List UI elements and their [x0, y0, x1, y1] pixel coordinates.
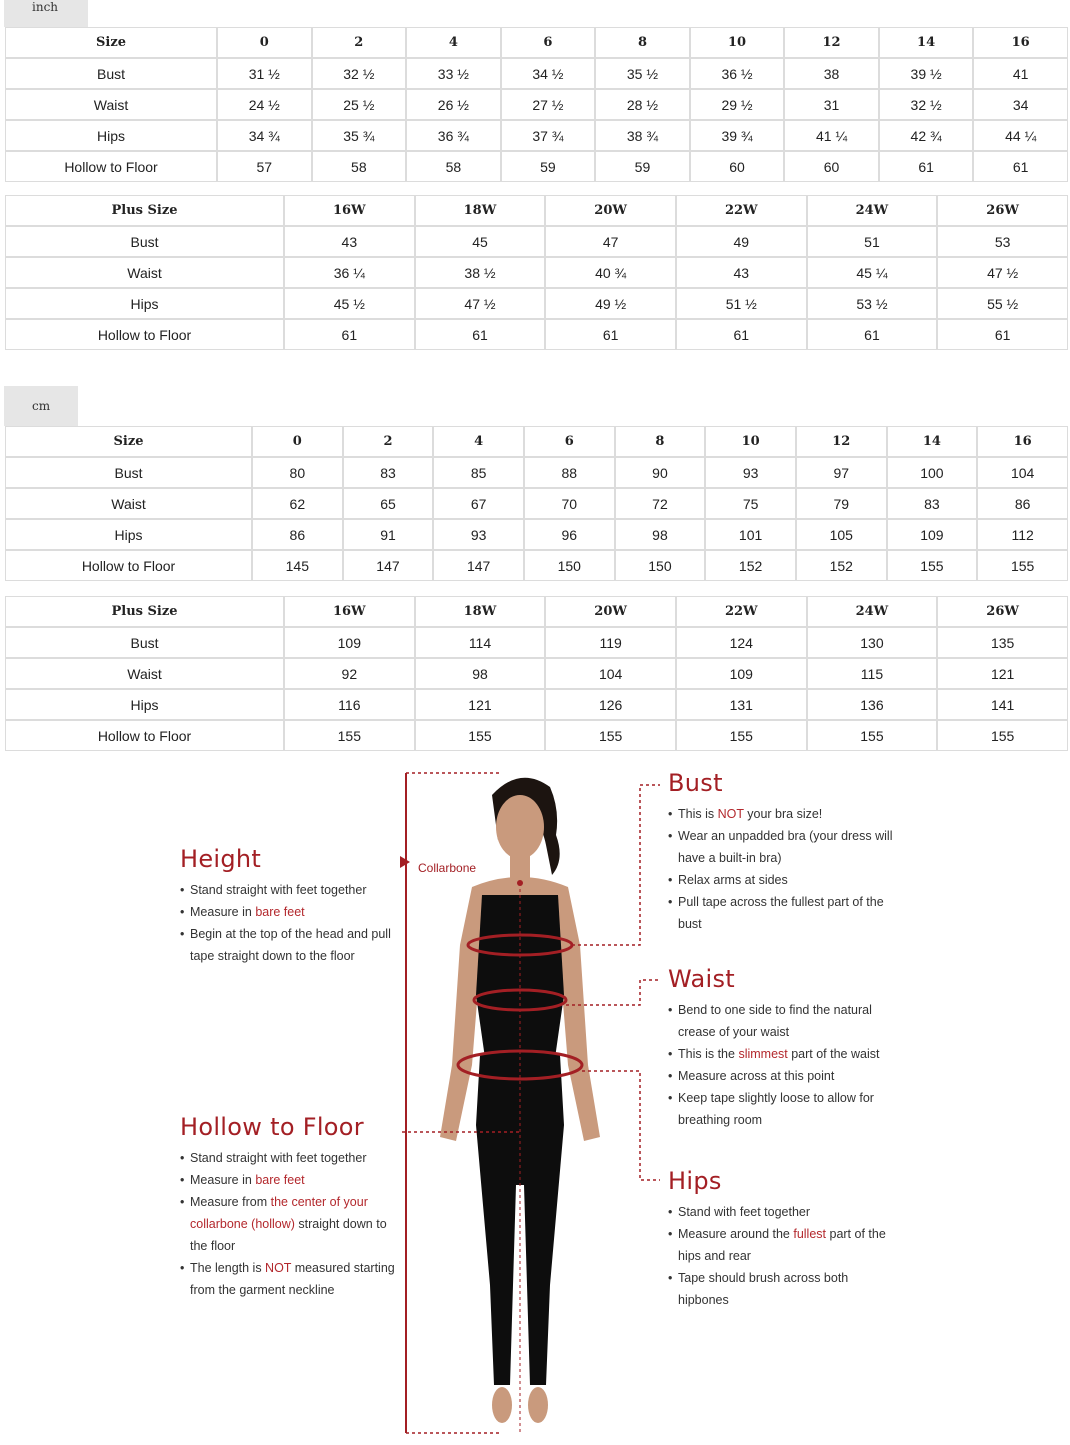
measurement-value: 100 — [888, 458, 977, 487]
waist-guide — [668, 965, 893, 1131]
bust-instructions — [668, 803, 893, 935]
table-row — [6, 721, 1067, 750]
instruction-item — [668, 1201, 893, 1223]
measurement-value: 119 — [546, 628, 675, 657]
measurement-value: 70 — [525, 489, 614, 518]
measurement-value: 43 — [285, 227, 414, 256]
measurement-value: 135 — [938, 628, 1067, 657]
instruction-text: The length is — [190, 1261, 266, 1275]
collarbone-label: Collarbone — [418, 861, 477, 875]
measurement-value: 49 ½ — [546, 289, 675, 318]
inch-unit-label: inch — [32, 0, 59, 14]
cm-standard-size-table — [4, 425, 1069, 582]
instruction-item — [180, 901, 395, 923]
size-header-cell: 24W — [808, 196, 937, 225]
instruction-item — [180, 879, 395, 901]
measurement-value: 155 — [888, 551, 977, 580]
measurement-label: Hollow to Floor — [6, 721, 283, 750]
table-header-row — [6, 28, 1067, 57]
row-label-header: Plus Size — [6, 597, 283, 626]
measurement-value: 75 — [706, 489, 795, 518]
measurement-value: 41 — [974, 59, 1067, 88]
measurement-value: 27 ½ — [502, 90, 595, 119]
measuring-guide — [0, 765, 1070, 1440]
measurement-value: 150 — [616, 551, 705, 580]
instruction-text: Bend to one side to find the natural crease of your waist — [678, 1003, 872, 1039]
measurement-value: 124 — [677, 628, 806, 657]
measurement-value: 61 — [285, 320, 414, 349]
instruction-item — [668, 1065, 893, 1087]
measurement-label: Hollow to Floor — [6, 152, 216, 181]
table-header-row — [6, 597, 1067, 626]
left-foot — [492, 1387, 512, 1423]
measurement-value: 147 — [344, 551, 433, 580]
measurement-value: 58 — [407, 152, 500, 181]
height-instructions — [180, 879, 395, 967]
measurement-label: Waist — [6, 258, 283, 287]
measurement-value: 55 ½ — [938, 289, 1067, 318]
measurement-value: 61 — [677, 320, 806, 349]
measurement-value: 155 — [285, 721, 414, 750]
table-row — [6, 520, 1067, 549]
size-header-cell: 22W — [677, 597, 806, 626]
right-foot — [528, 1387, 548, 1423]
emphasized-text: bare feet — [255, 905, 305, 919]
measurement-value: 45 — [416, 227, 545, 256]
instruction-item — [668, 825, 893, 869]
measurement-value: 97 — [797, 458, 886, 487]
measurement-value: 155 — [808, 721, 937, 750]
instruction-text: Tape should brush across both hipbones — [678, 1271, 849, 1307]
measurement-value: 26 ½ — [407, 90, 500, 119]
inch-standard-size-table — [4, 26, 1069, 183]
size-header-cell: 20W — [546, 196, 675, 225]
measurement-value: 85 — [434, 458, 523, 487]
instruction-item — [668, 1087, 893, 1131]
size-header-cell: 18W — [416, 196, 545, 225]
instruction-item — [180, 1191, 400, 1257]
measurement-value: 112 — [978, 520, 1067, 549]
row-label-header: Plus Size — [6, 196, 283, 225]
size-header-cell: 8 — [596, 28, 689, 57]
measurement-value: 61 — [880, 152, 973, 181]
measurement-label: Waist — [6, 90, 216, 119]
measurement-value: 53 ½ — [808, 289, 937, 318]
measurement-value: 145 — [253, 551, 342, 580]
measurement-value: 47 — [546, 227, 675, 256]
measurement-value: 34 ½ — [502, 59, 595, 88]
measurement-value: 152 — [797, 551, 886, 580]
emphasized-text: fullest — [793, 1227, 827, 1241]
hips-guide — [668, 1167, 893, 1311]
row-label-header: Size — [6, 28, 216, 57]
size-header-cell: 2 — [344, 427, 433, 456]
measurement-value: 115 — [808, 659, 937, 688]
measurement-value: 61 — [546, 320, 675, 349]
size-header-cell: 10 — [691, 28, 784, 57]
measurement-value: 109 — [677, 659, 806, 688]
table-row — [6, 659, 1067, 688]
table-row — [6, 121, 1067, 150]
measurement-value: 47 ½ — [416, 289, 545, 318]
instruction-text: Stand straight with feet together — [190, 1151, 367, 1165]
body-figure-illustration — [400, 765, 660, 1440]
instruction-text: This is — [678, 807, 718, 821]
measurement-value: 86 — [253, 520, 342, 549]
table-row — [6, 227, 1067, 256]
hollow-instructions — [180, 1147, 400, 1301]
measurement-value: 45 ½ — [285, 289, 414, 318]
measurement-label: Hips — [6, 520, 251, 549]
measurement-value: 121 — [938, 659, 1067, 688]
measurement-value: 36 ¾ — [407, 121, 500, 150]
measurement-label: Hips — [6, 289, 283, 318]
measurement-value: 105 — [797, 520, 886, 549]
measurement-value: 42 ¾ — [880, 121, 973, 150]
neck-shape — [510, 853, 530, 879]
measurement-value: 38 — [785, 59, 878, 88]
instruction-text: Stand straight with feet together — [190, 883, 367, 897]
table-row — [6, 90, 1067, 119]
instruction-text: straight down to the floor — [190, 1217, 387, 1253]
measurement-value: 98 — [416, 659, 545, 688]
measurement-label: Hips — [6, 690, 283, 719]
size-header-cell: 26W — [938, 597, 1067, 626]
measurement-value: 155 — [546, 721, 675, 750]
cm-unit-label: cm — [32, 399, 51, 413]
measurement-label: Waist — [6, 659, 283, 688]
measurement-value: 83 — [888, 489, 977, 518]
waist-instructions — [668, 999, 893, 1131]
measurement-value: 121 — [416, 690, 545, 719]
measurement-value: 65 — [344, 489, 433, 518]
measurement-value: 51 — [808, 227, 937, 256]
measurement-value: 126 — [546, 690, 675, 719]
table-row — [6, 489, 1067, 518]
instruction-text: Measure in — [190, 905, 256, 919]
size-header-cell: 14 — [880, 28, 973, 57]
measurement-value: 38 ½ — [416, 258, 545, 287]
measurement-label: Waist — [6, 489, 251, 518]
measurement-value: 92 — [285, 659, 414, 688]
measurement-value: 39 ½ — [880, 59, 973, 88]
measurement-value: 34 ¾ — [218, 121, 311, 150]
measurement-value: 49 — [677, 227, 806, 256]
measurement-label: Hips — [6, 121, 216, 150]
size-header-cell: 16W — [285, 196, 414, 225]
measurement-label: Bust — [6, 227, 283, 256]
instruction-text: This is the — [678, 1047, 739, 1061]
measurement-label: Hollow to Floor — [6, 320, 283, 349]
instruction-text: Measure across at this point — [678, 1069, 835, 1083]
measurement-value: 155 — [416, 721, 545, 750]
measurement-value: 155 — [978, 551, 1067, 580]
instruction-item — [180, 1257, 400, 1301]
cm-unit-tab — [4, 386, 78, 426]
measurement-value: 147 — [434, 551, 523, 580]
instruction-item — [668, 999, 893, 1043]
measurement-value: 59 — [502, 152, 595, 181]
instruction-text: Measure around the — [678, 1227, 794, 1241]
instruction-item — [180, 923, 395, 967]
size-header-cell: 4 — [434, 427, 523, 456]
size-header-cell: 16 — [978, 427, 1067, 456]
hollow-title: Hollow to Floor — [180, 1113, 364, 1141]
measurement-value: 51 ½ — [677, 289, 806, 318]
size-header-cell: 2 — [313, 28, 406, 57]
measurement-value: 79 — [797, 489, 886, 518]
emphasized-text: slimmest — [738, 1047, 788, 1061]
emphasized-text: bare feet — [255, 1173, 305, 1187]
measurement-value: 98 — [616, 520, 705, 549]
measurement-value: 62 — [253, 489, 342, 518]
bust-guide — [668, 769, 893, 935]
measurement-value: 24 ½ — [218, 90, 311, 119]
size-header-cell: 24W — [808, 597, 937, 626]
instruction-text: Begin at the top of the head and pull tape straight down to the floor — [190, 927, 391, 963]
measurement-label: Hollow to Floor — [6, 551, 251, 580]
measurement-value: 61 — [416, 320, 545, 349]
measurement-value: 61 — [974, 152, 1067, 181]
measurement-value: 36 ½ — [691, 59, 784, 88]
table-row — [6, 152, 1067, 181]
instruction-text: Keep tape slightly loose to allow for breathing room — [678, 1091, 874, 1127]
table-row — [6, 551, 1067, 580]
measurement-value: 93 — [706, 458, 795, 487]
size-header-cell: 26W — [938, 196, 1067, 225]
instruction-text: Wear an unpadded bra (your dress will have a built-in bra) — [678, 829, 893, 865]
size-header-cell: 18W — [416, 597, 545, 626]
measurement-value: 116 — [285, 690, 414, 719]
measurement-value: 40 ¾ — [546, 258, 675, 287]
measurement-value: 67 — [434, 489, 523, 518]
measurement-value: 136 — [808, 690, 937, 719]
measurement-value: 93 — [434, 520, 523, 549]
measurement-value: 131 — [677, 690, 806, 719]
measurement-value: 60 — [691, 152, 784, 181]
size-header-cell: 0 — [253, 427, 342, 456]
measurement-label: Bust — [6, 458, 251, 487]
instruction-item — [668, 891, 893, 935]
size-header-cell: 16 — [974, 28, 1067, 57]
table-row — [6, 458, 1067, 487]
measurement-value: 155 — [938, 721, 1067, 750]
size-header-cell: 14 — [888, 427, 977, 456]
measurement-value: 29 ½ — [691, 90, 784, 119]
hips-title: Hips — [668, 1167, 722, 1195]
measurement-value: 60 — [785, 152, 878, 181]
instruction-text: Stand with feet together — [678, 1205, 811, 1219]
measurement-value: 45 ¼ — [808, 258, 937, 287]
measurement-value: 37 ¾ — [502, 121, 595, 150]
instruction-text: measured starting from the garment neckline — [190, 1261, 395, 1297]
measurement-value: 86 — [978, 489, 1067, 518]
measurement-value: 104 — [978, 458, 1067, 487]
measurement-value: 61 — [808, 320, 937, 349]
row-label-header: Size — [6, 427, 251, 456]
measurement-value: 130 — [808, 628, 937, 657]
bust-title: Bust — [668, 769, 723, 797]
measurement-value: 35 ¾ — [313, 121, 406, 150]
measurement-value: 80 — [253, 458, 342, 487]
table-row — [6, 289, 1067, 318]
emphasized-text: the center of your collarbone (hollow) — [190, 1195, 368, 1231]
instruction-text: your bra size! — [743, 807, 823, 821]
instruction-item — [668, 1043, 893, 1065]
instruction-item — [668, 1267, 893, 1311]
hollow-guide — [180, 1113, 400, 1301]
measurement-value: 83 — [344, 458, 433, 487]
instruction-item — [668, 803, 893, 825]
measurement-value: 109 — [888, 520, 977, 549]
height-title: Height — [180, 845, 262, 873]
measurement-value: 32 ½ — [880, 90, 973, 119]
table-row — [6, 320, 1067, 349]
instruction-text: Pull tape across the fullest part of the bust — [678, 895, 884, 931]
measurement-value: 43 — [677, 258, 806, 287]
measurement-value: 33 ½ — [407, 59, 500, 88]
waist-title: Waist — [668, 965, 735, 993]
measurement-value: 32 ½ — [313, 59, 406, 88]
measurement-value: 72 — [616, 489, 705, 518]
measurement-value: 41 ¼ — [785, 121, 878, 150]
measurement-value: 101 — [706, 520, 795, 549]
instruction-text: Measure in — [190, 1173, 256, 1187]
measurement-value: 36 ¼ — [285, 258, 414, 287]
measurement-value: 150 — [525, 551, 614, 580]
cm-plus-size-table — [4, 595, 1069, 752]
measurement-value: 25 ½ — [313, 90, 406, 119]
measurement-value: 155 — [677, 721, 806, 750]
instruction-text: part of the hips and rear — [678, 1227, 886, 1263]
size-header-cell: 12 — [797, 427, 886, 456]
measurement-value: 59 — [596, 152, 689, 181]
instruction-item — [180, 1169, 400, 1191]
measurement-value: 39 ¾ — [691, 121, 784, 150]
table-row — [6, 690, 1067, 719]
measurement-value: 53 — [938, 227, 1067, 256]
instruction-text: Measure from — [190, 1195, 271, 1209]
measurement-value: 96 — [525, 520, 614, 549]
size-header-cell: 6 — [525, 427, 614, 456]
table-header-row — [6, 196, 1067, 225]
measurement-value: 38 ¾ — [596, 121, 689, 150]
measurement-value: 44 ¼ — [974, 121, 1067, 150]
measurement-value: 57 — [218, 152, 311, 181]
height-guide — [180, 845, 395, 967]
size-header-cell: 4 — [407, 28, 500, 57]
instruction-text: part of the waist — [787, 1047, 880, 1061]
size-header-cell: 10 — [706, 427, 795, 456]
size-header-cell: 16W — [285, 597, 414, 626]
measurement-value: 141 — [938, 690, 1067, 719]
emphasized-text: NOT — [717, 807, 744, 821]
table-header-row — [6, 427, 1067, 456]
measurement-value: 88 — [525, 458, 614, 487]
size-header-cell: 8 — [616, 427, 705, 456]
emphasized-text: NOT — [265, 1261, 292, 1275]
bust-connector — [572, 785, 660, 945]
instruction-text: Relax arms at sides — [678, 873, 788, 887]
instruction-item — [668, 1223, 893, 1267]
measurement-value: 35 ½ — [596, 59, 689, 88]
measurement-value: 91 — [344, 520, 433, 549]
table-row — [6, 628, 1067, 657]
measurement-value: 58 — [313, 152, 406, 181]
measurement-value: 152 — [706, 551, 795, 580]
measurement-value: 114 — [416, 628, 545, 657]
measurement-value: 47 ½ — [938, 258, 1067, 287]
instruction-item — [180, 1147, 400, 1169]
inch-plus-size-table — [4, 194, 1069, 351]
measurement-value: 31 — [785, 90, 878, 119]
measurement-label: Bust — [6, 628, 283, 657]
measurement-value: 104 — [546, 659, 675, 688]
measurement-label: Bust — [6, 59, 216, 88]
measurement-value: 90 — [616, 458, 705, 487]
size-header-cell: 12 — [785, 28, 878, 57]
measurement-value: 109 — [285, 628, 414, 657]
hips-instructions — [668, 1201, 893, 1311]
size-header-cell: 20W — [546, 597, 675, 626]
head-shape — [496, 795, 544, 859]
table-row — [6, 258, 1067, 287]
size-header-cell: 6 — [502, 28, 595, 57]
size-header-cell: 0 — [218, 28, 311, 57]
table-row — [6, 59, 1067, 88]
inch-unit-tab — [4, 0, 88, 27]
instruction-item — [668, 869, 893, 891]
measurement-value: 61 — [938, 320, 1067, 349]
measurement-value: 31 ½ — [218, 59, 311, 88]
measurement-value: 34 — [974, 90, 1067, 119]
size-header-cell: 22W — [677, 196, 806, 225]
measurement-value: 28 ½ — [596, 90, 689, 119]
